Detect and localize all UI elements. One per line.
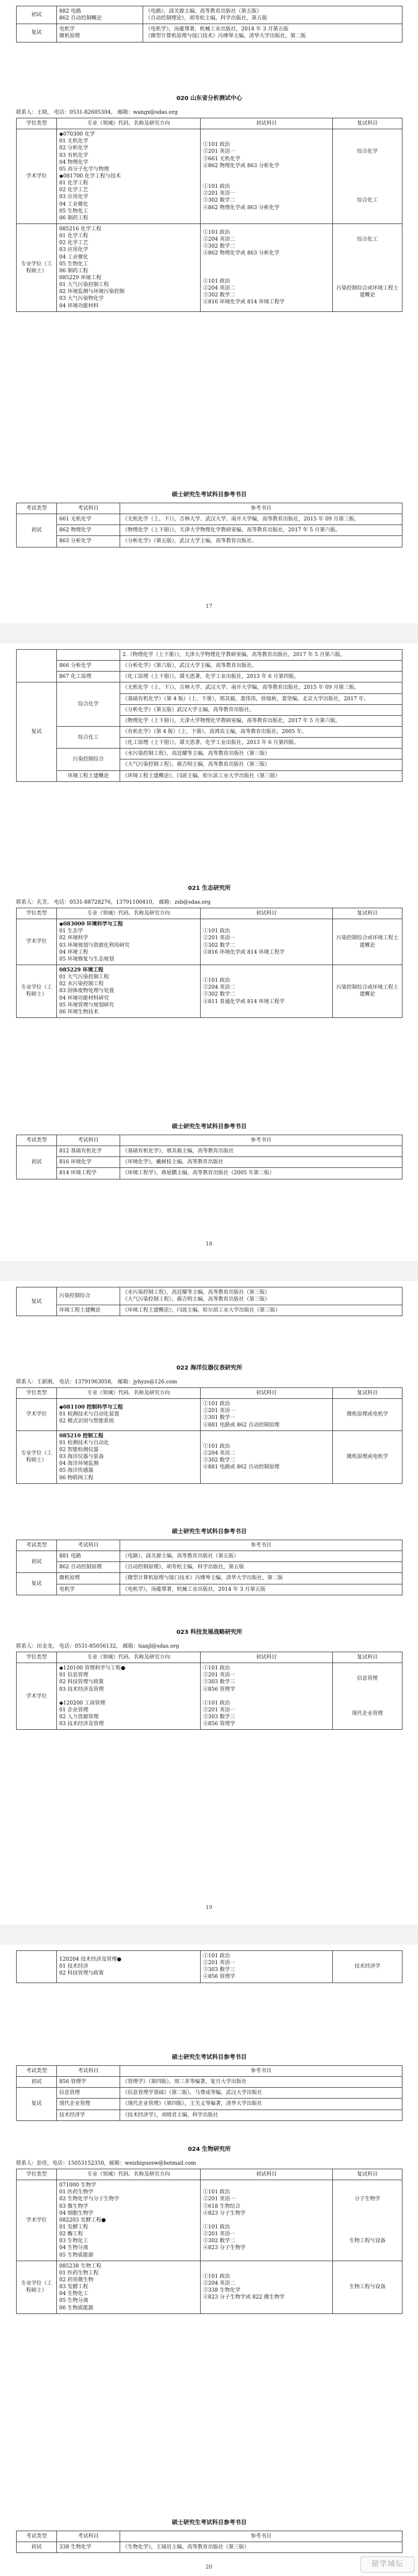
top-books-table: 2.《物理化学（上下册）》，天津大学物理化学教研室编，高等教育出版社，2017 年 5 月第六版。 866 分析化学 《分析化学》（第六版），武汉大学主编，高等教育出版社。 867 化工原理 《化工原理（上下册）》，谭天恩著，化学工业出版社，2013 年 6 月第四版。 复试 综合化学 《无机化学（上、下）》，吉林大学、武汉大学、南开大学编，高等教育出版社，2015 年 09 月第三版。 《基础有机化学》（第 4 版）（上、下册），邢其毅，裴伟伟，徐瑞秋，裴坚编，北京大学出版社，2017 年。 《分析化学》（第五版）武汉大学主编，高等教育出版社。 《物理化学（上下册）》，天津大学物理化学教研室编，高等教育出版社，2017 年 5 月第六版。 综合化工 《有机化学》（第 4 版）（上、下册），高鸿宾主编，高等教育出版社，2005 年。 《化工原理（上下册）》，谭天恩著，化学工业出版社，2013 年 6 月第四版。 污染控制综合 《水污染控制工程》，高廷耀等主编，高等教育出版社（第三版） 《大气污染控制工程》，郝吉明主编，高等教育出版社（第三版） 环境工程土建概论 《环境工程土建概论》，闫波主编，哈尔滨工业大学出版社（第三版） [16, 649, 402, 782]
books-table: 考试类型 考试科目 参考书目 初试 661 无机化学 《无机化学（上、下）》，吉林大学、武汉大学、南开大学编，高等教育出版社，2015 年 09 月第三版。 862 物理化学 《物理化学（上下册）》，天津大学物理化学教研室编，高等教育出版社，2017 年 5 月第六版。 863 分析化学 《分析化学》（第五版），武汉大学主编，高等教育出版社。 [16, 503, 402, 547]
books-table: 考试类型 考试科目 参考书目 初试 881 电路 《电路》，邱关源主编，高等教育出版社（第五版） 862 自动控制原理 《自动控制原理》，胡寿松主编，科学出版社，第五版 复试 微机原理 《微型计算机原理与接口技术》冯博琴主编，清华大学出版社，第二版 电机学 《电机学》，汤蕴璆著，机械工业出版社，2014 年 3 月第五版 [16, 1540, 402, 1595]
degree-type: 学术学位 [17, 129, 57, 224]
watermark-logo: 留学城坛 [361, 2556, 415, 2573]
books-table: 考试类型 考试科目 参考书目 初试 338 生物化学 《生物化学》，王镜岩主编，高等教育出版社（第三版） [16, 2531, 402, 2553]
books-title: 硕士研究生考试科目参考书目 [172, 2054, 247, 2061]
majors-cell: ◆070300 化学 01 无机化学 02 分析化学 03 有机化学 04 物理化学 05 高分子化学与物理 ◆081700 化学工程与技术 01 化学工程 02 化学工艺 03 应用化学 04 工业催化 05 生物化工 06 制药工程 [57, 129, 201, 224]
retest-cell: 综合化学 综合化工 [333, 129, 402, 224]
page-gap [0, 1261, 418, 1281]
program-table: 学位类型 专业（领域）代码、名称及研究方向 初试科目 复试科目 学术学位 071000 生物学 01 医药生物学 02 生物化学与分子生物学 03 微生物学 04 细胞生物学 082203 发酵工程● 01 发酵工程 02 酶工程 03 生物化工 04 生物分离 05 生物质能源 ①101 政治 ②201 英语一 ③618 生物综合 ④823 分子生物学 ①101 政治 ②201 英语一 ③302 数学二 ④823 分子生物学 分子生物学 生物工程与设备 专业学位（工程硕士） 085238 生物工程 01 医药生物工程 02 药用微生物 03 发酵工程 04 生物化工 05 生物分离 06 生物质能源 ①101 政治 ②204 英语二 ③338 生物化学 ④823 分子生物学或 822 微生物学 生物工程与设备 [16, 2169, 402, 2314]
program-table: 学位类型 专业（领域）代码、名称及研究方向 初试科目 复试科目 学术学位 ◆081100 控制科学与工程 01 检测技术与自动化装置 02 模式识别与智能系统 ①101 政治 ②201 英语一 ③301 数学一 ④881 电路或 862 自动控制原理 微机原理或电机学 专业学位（工程硕士） 085210 控制工程 01 检测技术与自动化 02 智能检测仪器 03 海洋仪器与装备 04 海洋环境监测 05 海洋传感器 06 物联网工程 ①101 政治 ②204 英语二 ③302 数学二 ④881 电路或 862 自动控制原理 微机原理或电机学 [16, 1387, 402, 1484]
page-gap [0, 1925, 418, 1945]
institute-title: 020 山东省分析测试中心 [176, 95, 243, 102]
books-title: 硕士研究生考试科目参考书目 [172, 1529, 247, 1535]
program-table: 学位类型 专业（领域）代码、名称及研究方向 初试科目 复试科目 学术学位 ◆070300 化学 01 无机化学 02 分析化学 03 有机化学 04 物理化学 05 高分子化学与物理 ◆081700 化学工程与技术 01 化学工程 02 化学工艺 03 应用化学 04 工业催化 05 生物化工 06 制药工程 ①101 政治 ②201 英语一 ③661 无机化学 ④862 物理化学或 863 分析化学 ①101 政治 ②201 英语一 ③302 数学二 ④862 物理化学或 863 分析化学 综合化学 综合化工 专业学位（工程硕士） 085216 化学工程 01 化学工程 02 化学工艺 03 应用化学 04 工业催化 05 生物化工 06 制药工程 085229 环境工程 01 大气污染控制工程 02 环境监测与环境污染控制 03 大气污染物化学 04 环境功能材料 ①101 政治 ②204 英语二 ③302 数学二 ④862 物理化学或 863 分析化学 ①101 政治 ②204 英语二 ③302 数学二 ④816 环境化学或 814 环境工程学 综合化工 污染控制综合或环境工程土建概论 [16, 118, 402, 312]
page-19 [0, 1281, 418, 1925]
exams-cell: ①101 政治 ②201 英语一 ③661 无机化学 ④862 物理化学或 863 分析化学 ①101 政治 ②201 英语一 ③302 数学二 ④862 物理化学或 863 分析化学 [201, 129, 333, 224]
institute-title: 024 生物研究所 [187, 2146, 231, 2153]
books-table: 考试类型 考试科目 参考书目 初试 812 基础有机化学 《基础有机化学》，邢其毅主编，高等教育出版社 816 环境化学 《环境化学》，戴树桂主编，高等教育出版社 814 环境工程学 《环境工程学》，蒋展鹏主编，高等教育出版社（2005 年第二版） [16, 1135, 402, 1179]
program-table: 学位类型 专业（领域）代码、名称及研究方向 初试科目 复试科目 学术学位 ◆083000 环境科学与工程 01 生态学 02 环境科学 03 环境规划与资源化利用研究 04 环境工程 05 环境修复与生态规划 ①101 政治 ②201 英语一 ③302 数学二 ④816 环境化学或 814 环境工程学 污染控制综合或环境工程土建概论 专业学位（工程硕士） 085229 环境工程 01 大气污染控制工程 02 水污染控制工程 03 固体废物处理与处置 04 环境功能材料研究 05 环境管理与规划研究 06 环境生物技术 ①101 政治 ②204 英语二 ③302 数学二 ④811 普通化学或 814 环境工程学 污染控制综合或环境工程土建概论 [16, 908, 402, 1018]
top-books-table: 复试 污染控制综合 《水污染控制工程》，高廷耀等主编，高等教育出版社（第三版） 《大气污染控制工程》，郝吉明主编，高等教育出版社（第三版） 环境工程土建概论 《环境工程土建概论》，闫波主编，哈尔滨工业大学出版社（第三版） [16, 1287, 402, 1316]
page-17 [0, 0, 418, 623]
books-table: 考试类型 考试科目 参考书目 初试 856 管理学 《管理学》（第四版），周三多等编著，复旦大学出版社 复试 信息管理 《信息管理学基础》（第二版），马费成等编，武汉大学出版社 现代企业管理 《现代企业管理》（第四版），王关义等编著，清华大学出版社 技术经济学 《技术经济学》，刘晓君主编，科学出版社 [16, 2065, 402, 2121]
institute-title: 023 科技发展战略研究所 [176, 1629, 243, 1636]
program-table: 学位类型 专业（领域）代码、名称及研究方向 初试科目 复试科目 学术学位 ◆120100 管理科学与工程● 01 信息管理 02 科技管理与政策 03 技术经济及管理 ◆120200 工商管理 01 企业管理 02 人力资源管理 03 技术经济及管理 ①101 政治 ②201 英语一 ③303 数学三 ④856 管理学 ①101 政治 ②201 英语一 ③303 数学三 ④856 管理学 信息管理 现代企业管理 [16, 1652, 402, 1730]
retest-cell: 综合化工 污染控制综合或环境工程土建概论 [333, 223, 402, 311]
exam-type: 复试 [17, 24, 57, 42]
top-exam-table: 初试 882 电路 862 自动控制概论 《电路》，邱关源主编，高等教育出版社（第五版） 《自动控制理论》，胡寿松主编，科学出版社，第五版 复试 电机学 微机原理 《电机学》，汤蕴璆著，机械工业出版社，2014 年 3 月第五版 《微型计算机原理与接口技术》冯博琴主编，清华大学出版社，第二版 [16, 6, 402, 43]
institute-title: 021 生态研究所 [187, 885, 231, 892]
contact-line: 联系人：彭佳，电话：15053152350，邮箱：weizhiguosw@hotmail.com [16, 2161, 196, 2166]
institute-title: 022 海洋仪器仪表研究所 [176, 1365, 243, 1371]
contact-line: 联系人：田金龙， 电话：0531-85056132， 邮箱：tianjl@sdas.org [16, 1644, 179, 1649]
exam-type: 初试 [17, 6, 57, 24]
page-number: 20 [205, 2565, 213, 2570]
page-18 [0, 643, 418, 1261]
books-title: 硕士研究生考试科目参考书目 [172, 2520, 247, 2526]
books-title: 硕士研究生考试科目参考书目 [172, 1124, 247, 1130]
degree-type: 专业学位（工程硕士） [17, 223, 57, 311]
contact-line: 联系人：孔芳， 电话：0531-88728276，13791100410， 邮箱：zsb@sdas.org [16, 900, 211, 905]
page-gap [0, 623, 418, 643]
page-number: 18 [205, 1241, 213, 1247]
contact-line: 联系人：王晓， 电话：0531-82605304， 邮箱：wangx@sdas.org [16, 110, 178, 115]
page-20 [0, 1945, 418, 2576]
contact-line: 联系人：王新刚， 电话：13791963058， 邮箱：jyhyzs@126.com [16, 1379, 177, 1385]
page-number: 19 [205, 1905, 213, 1911]
majors-cell: 085216 化学工程 01 化学工程 02 化学工艺 03 应用化学 04 工业催化 05 生物化工 06 制药工程 085229 环境工程 01 大气污染控制工程 02 环境监测与环境污染控制 03 大气污染物化学 04 环境功能材料 [57, 223, 201, 311]
top-program-table: 120204 技术经济及管理● 01 技术经济 02 科技管理与政策 ①101 政治 ②201 英语一 ③303 数学三 ④856 管理学 技术经济学 [16, 1950, 402, 1983]
exams-cell: ①101 政治 ②204 英语二 ③302 数学二 ④862 物理化学或 863 分析化学 ①101 政治 ②204 英语二 ③302 数学二 ④816 环境化学或 814 环境工程学 [201, 223, 333, 311]
page-number: 17 [205, 604, 213, 610]
books-title: 硕士研究生考试科目参考书目 [172, 492, 247, 498]
